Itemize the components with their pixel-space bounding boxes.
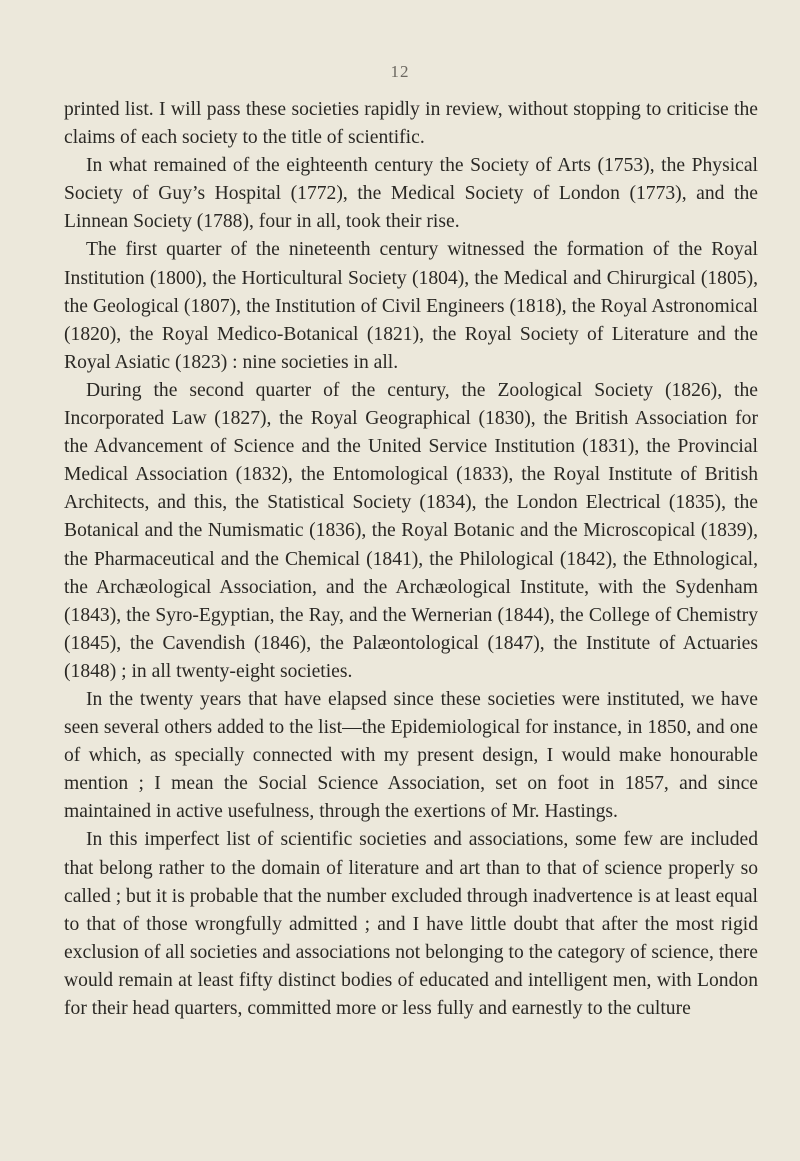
paragraph-imperfect-list: In this imperfect list of scientific societies and associations, some few are included that belong rather to the domain of literature and art than to that of science properly so called ; but it is probable that the number excluded through inadvertence is at least equal to that of those wrongfully admitted ; and I have little doubt that after the most rigid exclusion of all societies and associations not belonging to the category of science, there would remain at least fifty distinct bodies of educated and intelligent men, with London for their head quarters, committed more or less fully and earnestly to the culture: [64, 829, 758, 1019]
paragraph-first-quarter: The first quarter of the nineteenth century witnessed the formation of the Royal Institution (1800), the Horticultural Society (1804), the Medical and Chirurgical (1805), the Geological (1807), the Institution of Civil Engineers (1818), the Royal Astronomical (1820), the Royal Medico-Botanical (1821), the Royal Society of Literature and the Royal Asiatic (1823) : nine societies in all.: [64, 239, 758, 373]
paragraph-continued: printed list. I will pass these societies rapidly in review, without stopping to criticise the claims of each society to the title of scientific.: [64, 99, 758, 149]
paragraph-second-quarter: During the second quarter of the century, the Zoological Society (1826), the Incorporated Law (1827), the Royal Geographical (1830), the British Association for the Advancement of Science and the United Service Institution (1831), the Provincial Medical Association (1832), the Entomological (1833), the Royal Institute of British Architects, and this, the Statistical Society (1834), the London Electrical (1835), the Botanical and the Numismatic (1836), the Royal Botanic and the Microscopical (1839), the Pharmaceutical and the Chemical (1841), the Philological (1842), the Ethnological, the Archæological Association, and the Archæological Institute, with the Sydenham (1843), the Syro-Egyptian, the Ray, and the Wernerian (1844), the College of Chemistry (1845), the Cavendish (1846), the Palæontological (1847), the Institute of Actuaries (1848) ; in all twenty-eight societies.: [64, 379, 758, 682]
page-number: 12: [390, 62, 410, 81]
body-text: [64, 96, 758, 1023]
paragraph-eighteenth-century: In what remained of the eighteenth century the Society of Arts (1753), the Physical Society of Guy’s Hospital (1772), the Medical Society of London (1773), and the Linnean Society (1788), four in all, took their rise.: [64, 155, 758, 233]
paragraph-twenty-years: In the twenty years that have elapsed since these societies were instituted, we have seen several others added to the list—the Epidemiological for instance, in 1850, and one of which, as specially connected with my present design, I would make honourable mention ; I mean the Social Science Association, set on foot in 1857, and since maintained in active usefulness, through the exertions of Mr. Hastings.: [64, 688, 758, 823]
